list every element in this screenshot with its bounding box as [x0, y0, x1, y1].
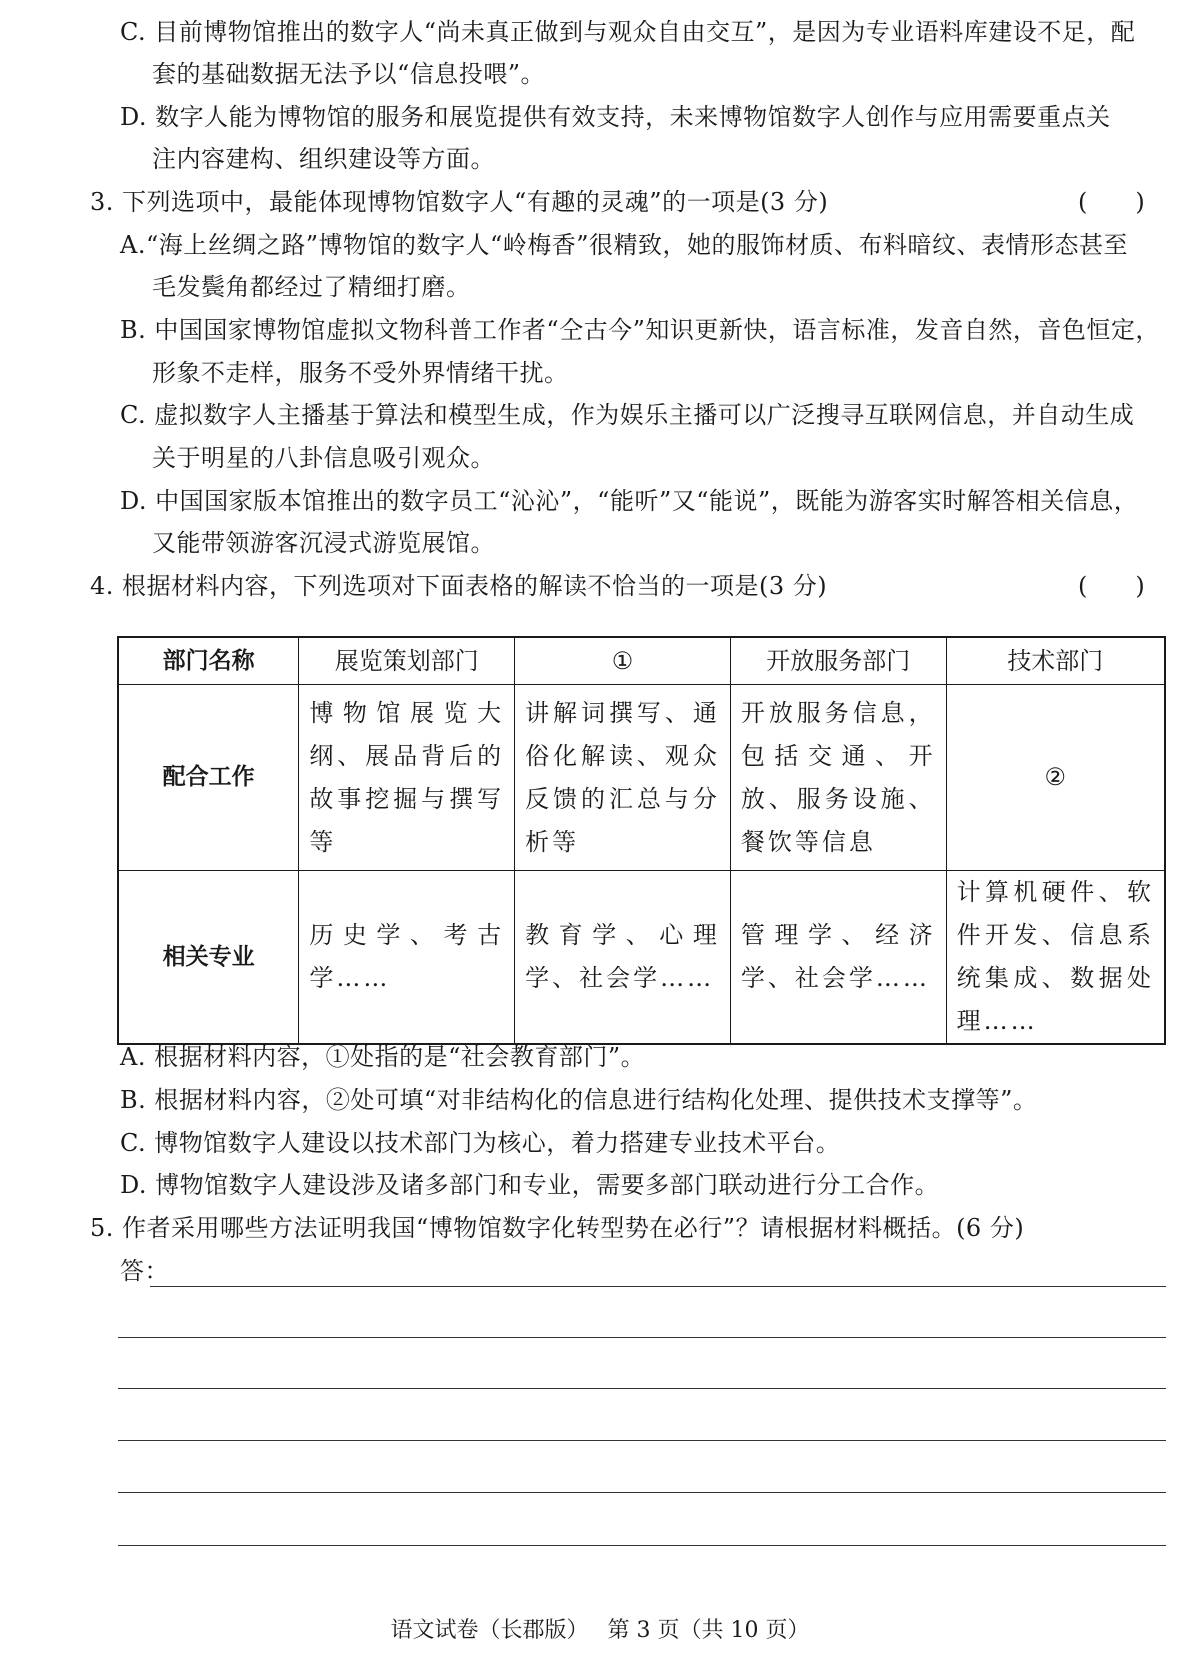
- q3-option-d-line1: D. 中国国家版本馆推出的数字员工“沁沁”，“能听”又“能说”，既能为游客实时解答相关信息，: [120, 487, 1139, 515]
- answer-line[interactable]: [118, 1337, 1166, 1338]
- table-cell: ②: [946, 685, 1165, 871]
- q2-option-c-line1: C. 目前博物馆推出的数字人“尚未真正做到与观众自由交互”，是因为专业语料库建设不足，配: [120, 18, 1136, 46]
- answer-line[interactable]: [150, 1286, 1166, 1287]
- q4-option-c: C. 博物馆数字人建设以技术部门为核心，着力搭建专业技术平台。: [120, 1129, 841, 1157]
- page-footer: [0, 1616, 1200, 1646]
- q3-option-b-line2: 形象不走样，服务不受外界情绪干扰。: [152, 359, 569, 387]
- q4-stem: 4. 根据材料内容，下列选项对下面表格的解读不恰当的一项是(3 分): [90, 572, 828, 600]
- answer-line[interactable]: [118, 1388, 1166, 1389]
- footer-subject: 语文试卷（长郡版）: [390, 1618, 589, 1643]
- q2-option-d-line1: D. 数字人能为博物馆的服务和展览提供有效支持，未来博物馆数字人创作与应用需要重点关: [120, 103, 1111, 131]
- table-cell: 历史学、考古学……: [299, 871, 515, 1045]
- q3-option-b-line1: B. 中国国家博物馆虚拟文物科普工作者“仝古今”知识更新快，语言标准，发音自然，音色恒定，: [120, 316, 1160, 344]
- q2-option-c-line2: 套的基础数据无法予以“信息投喂”。: [152, 60, 546, 88]
- q2-option-d-line2: 注内容建构、组织建设等方面。: [152, 145, 495, 173]
- q3-stem: 3. 下列选项中，最能体现博物馆数字人“有趣的灵魂”的一项是(3 分): [90, 188, 829, 216]
- q3-option-c-line1: C. 虚拟数字人主播基于算法和模型生成，作为娱乐主播可以广泛搜寻互联网信息，并自动生成: [120, 401, 1135, 429]
- q4-option-b: B. 根据材料内容，②处可填“对非结构化的信息进行结构化处理、提供技术支撑等”。: [120, 1086, 1038, 1114]
- q3-option-a-line1: A.“海上丝绸之路”博物馆的数字人“岭梅香”很精致，她的服饰材质、布料暗纹、表情形态甚至: [120, 231, 1129, 259]
- q4-option-d: D. 博物馆数字人建设涉及诸多部门和专业，需要多部门联动进行分工合作。: [120, 1171, 940, 1199]
- q3-option-c-line2: 关于明星的八卦信息吸引观众。: [152, 444, 495, 472]
- q3-answer-paren[interactable]: ( ): [1078, 188, 1145, 216]
- answer-line[interactable]: [118, 1545, 1166, 1546]
- table-header-row: [118, 637, 1165, 685]
- table-row: [118, 685, 1165, 871]
- table-cell: 开放服务信息，包括交通、开放、服务设施、餐饮等信息: [730, 685, 946, 871]
- table-header-cell: 部门名称: [118, 637, 299, 685]
- q3-option-a-line2: 毛发鬓角都经过了精细打磨。: [152, 273, 471, 301]
- table-cell: 管理学、经济学、社会学……: [730, 871, 946, 1045]
- row-label: 配合工作: [118, 685, 299, 871]
- table-cell: 教育学、心理学、社会学……: [515, 871, 731, 1045]
- q5-answer-label: 答：: [120, 1257, 169, 1285]
- table-cell: 计算机硬件、软件开发、信息系统集成、数据处理……: [946, 871, 1165, 1045]
- answer-line[interactable]: [118, 1492, 1166, 1493]
- q5-stem: 5. 作者采用哪些方法证明我国“博物馆数字化转型势在必行”？请根据材料概括。(6 分): [90, 1214, 1025, 1242]
- row-label: 相关专业: [118, 871, 299, 1045]
- table-header-cell: 技术部门: [946, 637, 1165, 685]
- table-cell: 讲解词撰写、通俗化解读、观众反馈的汇总与分析等: [515, 685, 731, 871]
- q4-answer-paren[interactable]: ( ): [1078, 572, 1145, 600]
- q4-option-a: A. 根据材料内容，①处指的是“社会教育部门”。: [120, 1043, 646, 1071]
- q3-option-d-line2: 又能带领游客沉浸式游览展馆。: [152, 529, 495, 557]
- table-header-cell: 展览策划部门: [299, 637, 515, 685]
- table-header-cell: ①: [515, 637, 731, 685]
- department-table: [117, 636, 1166, 1045]
- table-cell: 博物馆展览大纲、展品背后的故事挖掘与撰写等: [299, 685, 515, 871]
- table-header-cell: 开放服务部门: [730, 637, 946, 685]
- footer-page-number: 第 3 页（共 10 页）: [607, 1618, 810, 1643]
- table-row: [118, 871, 1165, 1045]
- answer-line[interactable]: [118, 1440, 1166, 1441]
